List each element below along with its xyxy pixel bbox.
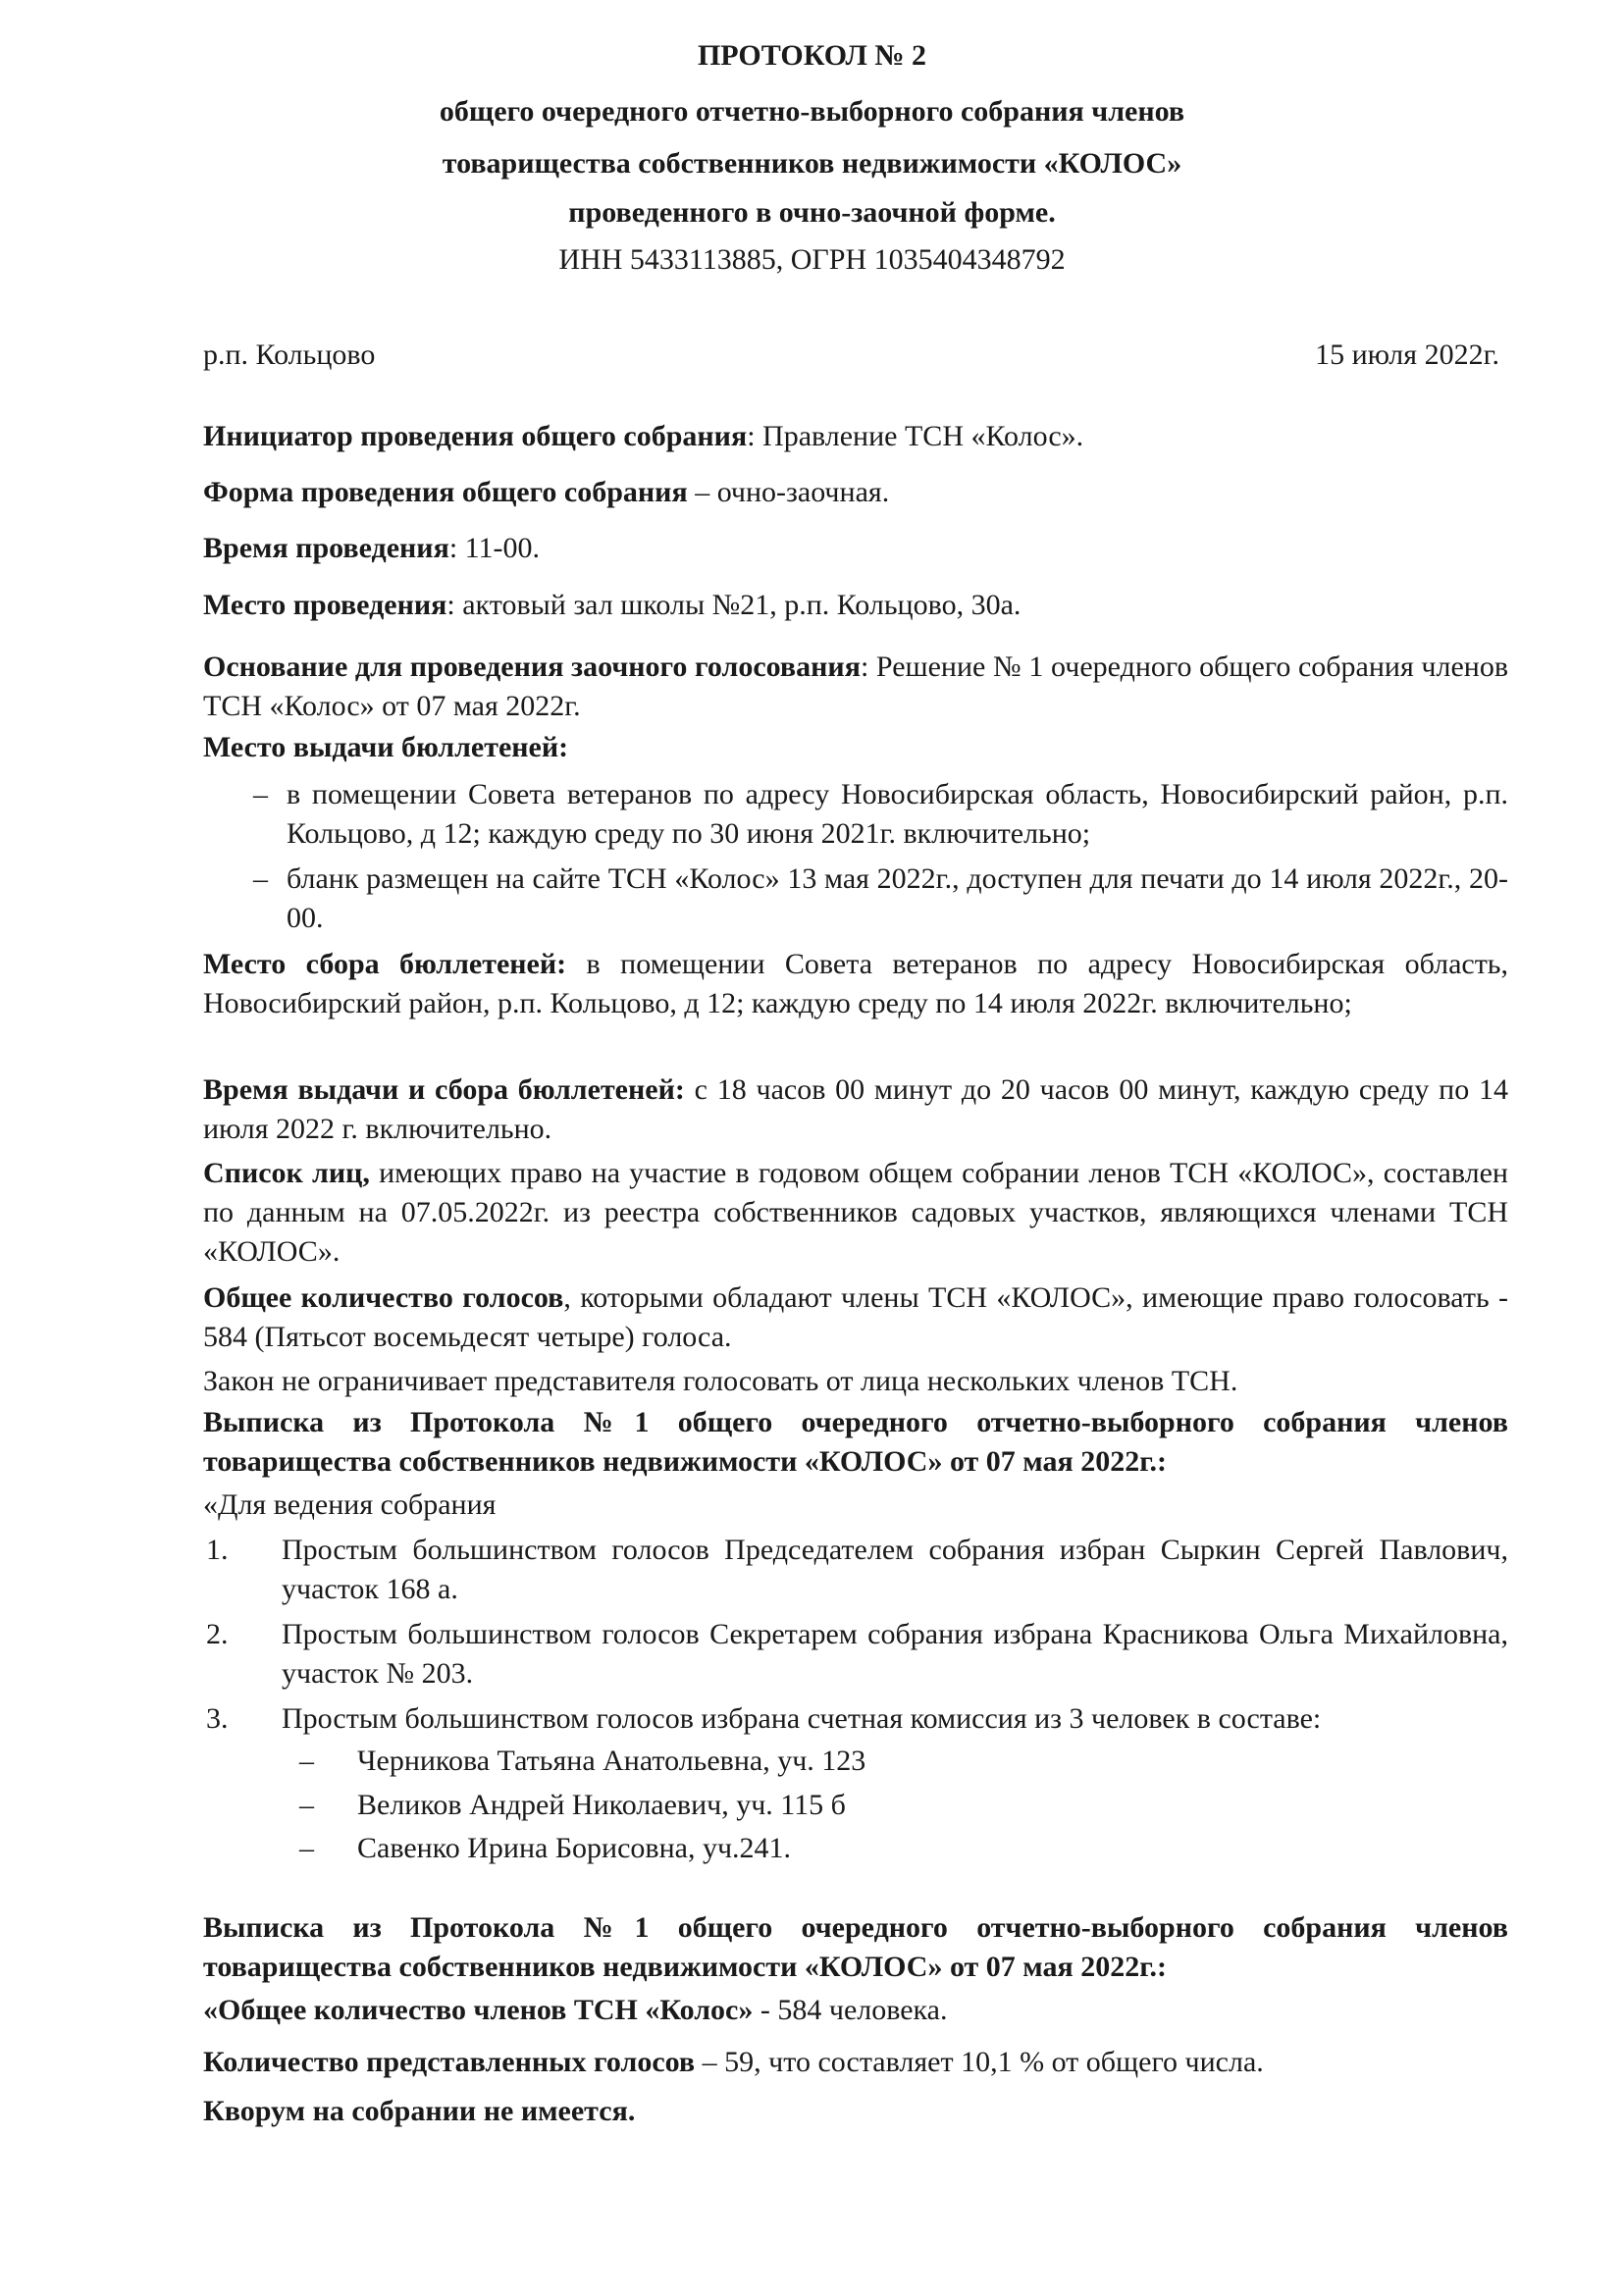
basis-value: : Решение № 1 очередного общего собрания членов ТСН «Колос» от 07 мая 2022г. [203, 651, 1508, 722]
date-text: 15 июля 2022г. [1315, 339, 1499, 371]
members-label: «Общее количество членов ТСН «Колос» [203, 1994, 754, 2026]
collect-paragraph [203, 945, 1508, 1023]
extract2-title: Выписка из Протокола №1 общего очередного отчетно-выборного собрания членов товарищества собственников недвижимости «КОЛОС» от 07 мая 2022г.: [203, 1911, 1508, 1983]
law-text: Закон не ограничивает представителя голосовать от лица нескольких членов ТСН. [203, 1365, 1238, 1397]
header-line-2: товарищества собственников недвижимости «КОЛОС» [442, 147, 1182, 180]
presented-value: – 59, что составляет 10,1 % от общего числа. [695, 2046, 1264, 2078]
issue-dash-2: – [253, 862, 268, 895]
initiator-line [203, 420, 1083, 453]
extract1-num-2: 2. [206, 1618, 229, 1650]
commission-member-3: Савенко Ирина Борисовна, уч.241. [357, 1832, 792, 1864]
initiator-label: Инициатор проведения общего собрания [203, 420, 748, 452]
commission-dash-3: – [299, 1832, 314, 1864]
members-line [203, 1994, 948, 2027]
issue-time-value: с 18 часов 00 минут до 20 часов 00 минут, каждую среду по 14 июля 2022 г. включительно. [203, 1073, 1508, 1145]
votes-total-label: Общее количество голосов [203, 1281, 564, 1314]
time-value: : 11-00. [448, 532, 541, 564]
collect-value: в помещении Совета ветеранов по адресу Новосибирская область, Новосибирский район, р.п. Кольцово, д 12; каждую среду по 14 июля 2022г. включительно; [203, 948, 1508, 1019]
extract1-intro: «Для ведения собрания [203, 1488, 497, 1521]
presented-line [203, 2046, 1264, 2079]
extract1-item-3: Простым большинством голосов избрана счетная комиссия из 3 человек в составе: [282, 1702, 1322, 1735]
header-line-1: общего очередного отчетно-выборного собрания членов [439, 95, 1185, 128]
commission-dash-2: – [299, 1789, 314, 1821]
issue-item-1: в помещении Совета ветеранов по адресу Новосибирская область, Новосибирский район, р.п. Кольцово, д 12; каждую среду по 30 июня 2021г. включительно; [287, 778, 1508, 850]
issue-dash-1: – [253, 778, 268, 810]
issue-label: Место выдачи бюллетеней: [203, 731, 569, 763]
form-value: – очно-заочная. [687, 476, 890, 508]
votes-total-paragraph [203, 1278, 1508, 1357]
basis-label: Основание для проведения заочного голосования [203, 651, 861, 683]
extract1-num-3: 3. [206, 1702, 229, 1735]
members-value: - 584 человека. [753, 1994, 948, 2026]
place-text: р.п. Кольцово [203, 339, 376, 371]
list-value: имеющих право на участие в годовом общем собрании ленов ТСН «КОЛОС», составлен по данным на 07.05.2022г. из реестра собственников садовых участков, являющихся членами ТСН «КОЛОС». [203, 1157, 1508, 1268]
commission-member-1: Черникова Татьяна Анатольевна, уч. 123 [357, 1745, 866, 1777]
extract1-title: Выписка из Протокола №1 общего очередного отчетно-выборного собрания членов товарищества собственников недвижимости «КОЛОС» от 07 мая 2022г.: [203, 1406, 1508, 1478]
issue-item-2: бланк размещен на сайте ТСН «Колос» 13 мая 2022г., доступен для печати до 14 июля 2022г., 20-00. [287, 862, 1508, 934]
time-label: Время проведения [203, 532, 449, 564]
list-paragraph [203, 1154, 1508, 1272]
extract1-item-1: Простым большинством голосов Председателем собрания избран Сыркин Сергей Павлович, участок 168 а. [282, 1534, 1508, 1605]
basis-paragraph [203, 648, 1508, 726]
issue-time-label: Время выдачи и сбора бюллетеней: [203, 1073, 685, 1106]
presented-label: Количество представленных голосов [203, 2046, 696, 2078]
quorum-text: Кворум на собрании не имеется. [203, 2095, 636, 2127]
time-line [203, 532, 540, 565]
issue-time-paragraph [203, 1070, 1508, 1149]
initiator-value: : Правление ТСН «Колос». [747, 420, 1084, 452]
form-line [203, 476, 889, 509]
collect-label: Место сбора бюллетеней: [203, 948, 567, 980]
location-label: Место проведения [203, 589, 447, 621]
votes-total-value: , которыми обладают члены ТСН «КОЛОС», имеющие право голосовать - 584 (Пятьсот восемьдесят четыре) голоса. [203, 1281, 1508, 1353]
header-ids: ИНН 5433113885, ОГРН 1035404348792 [558, 243, 1066, 276]
extract1-num-1: 1. [206, 1534, 229, 1566]
header-line-3: проведенного в очно-заочной форме. [568, 196, 1056, 229]
commission-member-2: Великов Андрей Николаевич, уч. 115 б [357, 1789, 846, 1821]
extract1-item-2: Простым большинством голосов Секретарем собрания избрана Красникова Ольга Михайловна, участок № 203. [282, 1618, 1508, 1690]
commission-dash-1: – [299, 1745, 314, 1777]
protocol-title: ПРОТОКОЛ № 2 [697, 39, 927, 72]
form-label: Форма проведения общего собрания [203, 476, 688, 508]
list-label: Список лиц, [203, 1157, 370, 1189]
location-line [203, 589, 1021, 622]
location-value: : актовый зал школы №21, р.п. Кольцово, 30а. [446, 589, 1022, 621]
